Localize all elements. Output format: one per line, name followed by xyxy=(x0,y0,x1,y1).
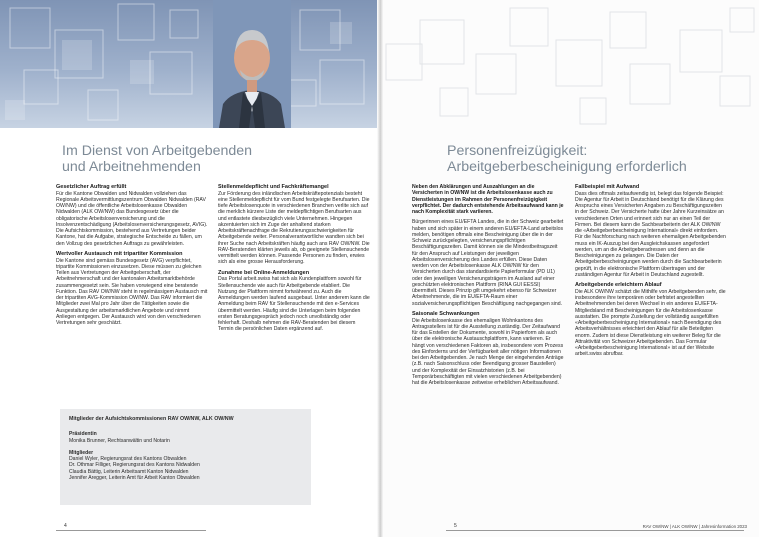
footer-rule xyxy=(56,530,206,531)
section-heading: Saisonale Schwankungen xyxy=(412,311,480,318)
left-column-2 xyxy=(218,184,370,337)
section-text: Das Portal arbeit.swiss hat sich als Kundenplattform sowohl für Stellensuchende wie auch für Arbeitgebende etabliert. Die Nutzung der Plattform nimmt fortwährend zu. Auch die Anmeldungen werden laufend ausgebaut. Unter anderem kann die Anmeldung beim RAV für Stellensuchende mit den e-Services übermittelt werden. Häufig sind die Unterlagen beim folgenden ersten Beratungsgespräch jedoch noch unvollständig oder fehlerhaft. Deshalb nehmen die RAV-Beratenden bei diesem Termin die persönlichen Daten ergänzend auf. xyxy=(218,276,370,333)
section-heading: Gesetzlicher Auftrag erfüllt xyxy=(56,184,127,190)
member-name: Dr. Othmar Filliger, Regierungsrat des Kantons Nidwalden xyxy=(69,462,200,469)
box-group xyxy=(69,450,301,481)
running-footer: RAV OW/NW | ALK OW/NW | Jahresinformation 2023 xyxy=(642,524,747,529)
member-name: Daniel Wyler, Regierungsrat des Kantons Obwalden xyxy=(69,456,187,463)
group-label: Mitglieder xyxy=(69,449,94,456)
page-number: 4 xyxy=(64,523,67,529)
section-heading: Wertvoller Austausch mit tripartiter Kommission xyxy=(56,251,183,258)
lead-paragraph: Neben den Abklärungen und Auszahlungen an die Versicherten in OW/NW ist die Arbeitslosenkasse auch zu Dienstleistungen im Rahmen der Personenfreizügigkeit verpflichtet. Der dadurch entstehende Arbeitsaufwand kann je nach Komplexität stark variieren. xyxy=(412,184,564,215)
page-title xyxy=(62,143,362,175)
footer-rule xyxy=(446,530,744,531)
group-label: Präsidentin xyxy=(69,431,97,438)
title-line-2: Arbeitgeberbescheinigung erforderlich xyxy=(447,159,687,175)
right-column-2 xyxy=(575,184,727,362)
title-line-1: Personenfreizügigkeit: xyxy=(447,143,588,159)
section-text: Die ALK OW/NW schätzt die Mithilfe von Arbeitgebenden sehr, die insbesondere ihre temporären oder befristet angestellten Arbeitnehmenden bei deren Wechsel in ein anderes EU/EFTA-Mitgliedsland mit Bescheinigungen für die Arbeitslosenkasse ausstatten. Die prompte Zustellung der vollständig ausgefüllten «Arbeitgeberbescheinigung International» nach Beendigung des Arbeitsverhältnisses erleichtert den Ablauf für alle Beteiligten enorm. Zudem ist diese Dienstleistung ein weiterer Beleg für die Attraktivität von Schweizer Arbeitgebenden. Das Formular «Arbeitgeberbescheinigung International» ist auf der Website arbeit.swiss abrufbar. xyxy=(575,288,726,358)
section-heading: Zunahme bei Online-Anmeldungen xyxy=(218,269,310,276)
title-line-2: und Arbeitnehmenden xyxy=(62,159,201,175)
section-heading: Stellenmeldepflicht und Fachkräftemangel xyxy=(218,184,329,190)
section-text: Die Arbeitslosenkasse des ehemaligen Wohnkantons des Antragsstellers ist für die Ausstellung zuständig. Der Zeitaufwand für das Erstellen der Dokumente, sowohl in Papierform als auch über die elektronische Austauschplattform, kann variieren. Er hängt von verschiedenen Faktoren ab, insbesondere vom Prozess des Einforderns und der Verfügbarkeit aller nötigen Informationen bei den Arbeitgebenden. Je nach Menge der eingehenden Anträge (z.B. nach Saisonschluss oder Beendigung grosser Baustellen) und der Komplexität der Einsatzhistorien (z.B. bei Temporärbeschäftigten mit vielen verschiedenen Arbeitgebenden) hat die Arbeitslosenkasse zeitweise erheblichen Arbeitsaufwand. xyxy=(412,317,564,387)
spine-shadow xyxy=(377,0,383,537)
left-column-1 xyxy=(56,184,208,331)
section-text: Für die Kantone Obwalden und Nidwalden vollziehen das Regionale Arbeitsvermittlungszentrum Obwalden Nidwalden (RAV OW/NW) und die öffentliche Arbeitslosenkasse Obwalden Nidwalden (ALK OW/NW) das Bundesgesetz über die obligatorische Arbeitslosenversicherung und die Insolvenzentschädigung (Arbeitslosenversicherungsgesetz, AVIG). Die Aufsichtskommission, bestehend aus Vertretungen beider Kantone, hat die Aufgabe, strategische Entscheide zu fällen, um den Vollzug des gesetzlichen Auftrags zu gewährleisten. xyxy=(56,190,208,247)
title-line-1: Im Dienst von Arbeitgebenden xyxy=(62,143,253,159)
header-pattern xyxy=(380,0,759,135)
commission-members-box xyxy=(60,409,311,505)
portrait-photo xyxy=(213,0,291,128)
section-heading: Fallbeispiel mit Aufwand xyxy=(575,184,640,190)
left-page xyxy=(0,0,379,537)
body-paragraph: Bürgerinnen eines EU/EFTA Landes, die in der Schweiz gearbeitet haben und sich später in einem anderen EU/EFTA-Land arbeitslos melden, benötigen oftmals eine Bescheinigung über die in der Schweiz zurückgelegten, versicherungspflichtigen Beschäftigungszeiten. Damit können sie die Mindestbeitragszeit für den Anspruch auf Leistungen der jeweiligen Arbeitslosenversicherung des Landes erfüllen. Diese Daten werden von der Arbeitslosenkasse ALK OW/NW für den Versicherten durch das standardisierte Papierformular (PD U1) oder den jeweiligen Versicherungsträgern im Ausland auf einer geschützten elektronischen Plattform (RINA GUI EESSI) übermittelt. Dieses Prinzip gilt umgekehrt ebenso für Schweizer Arbeitnehmende, die im EU/EFTA-Raum einer sozialversicherungspflichtigen Beschäftigung nachgegangen sind. xyxy=(412,219,564,307)
section-text: Dass dies oftmals zeitaufwendig ist, belegt das folgende Beispiel: Die Agentur für Arbeit in Deutschland benötigt für die Klärung des Anspruchs eines Versicherten Angaben zu Beschäftigungszeiten in der Schweiz. Der Versicherte hatte über Jahre Kurzeinsätze an verschiedenen Orten und erinnert sich nur an einen Teil der Firmen. Bei diesem kann die Sachbearbeiterin der ALK OW/NW die «Arbeitgeberbescheinigung International» direkt einfordern. Für die Nachforschung nach weiteren ehemaligen Arbeitgebenden muss ein IK-Auszug bei den Ausgleichskassen angefordert werden, um an die Arbeitgeberadressen und denn an die Bescheinigungen zu gelangen. Die Daten der Arbeitgeberbescheinigungen werden durch die Sachbearbeiterin geprüft, in die elektronische Plattform übertragen und der zuständigen Agentur für Arbeit in Deutschland zugestellt. xyxy=(575,190,726,278)
page-number: 5 xyxy=(454,523,457,529)
page-title xyxy=(447,143,747,175)
box-group xyxy=(69,431,301,444)
member-name: Jennifer Aregger, Leiterin Amt für Arbeit Kanton Obwalden xyxy=(69,475,200,482)
box-title: Mitglieder der Aufsichtskommissionen RAV OW/NW, ALK OW/NW xyxy=(69,416,234,422)
header-banner xyxy=(0,0,379,128)
member-name: Monika Brunner, Rechtsanwältin und Notarin xyxy=(69,437,170,444)
right-column-1 xyxy=(412,184,564,391)
right-page xyxy=(380,0,759,537)
square-pattern xyxy=(0,0,379,128)
member-name: Claudia Bättig, Leiterin Arbeitsamt Kanton Nidwalden xyxy=(69,468,189,475)
section-text: Zur Förderung des inländischen Arbeitskräftepotenzials besteht eine Stellenmeldepflicht für vom Bund festgelegte Berufsarten. Die tiefe Arbeitslosenquote in verschiedenen Branchen verlite sich auf die merklich kürzere Liste der meldepflichtigen Berufsarten aus und entlastete diesbezüglich viele Unternehmen. Hingegen akzentuierten sich im Zuge der anhaltend starken Arbeitskräftenachfrage die Rekrutierungsschwierigkeiten für Arbeitgebende weiter. Personalverantwortliche wandten sich bei ihrer Suche nach Arbeitskräften häufig auch ans RAV OW/NW. Die RAV-Beratenden klärten jeweils ab, ob geeignete Stellensuchende vermittelt werden können. Passende Personen zu finden, erwies sich als eine grosse Herausforderung. xyxy=(218,190,370,266)
section-heading: Arbeitgebende erleichtern Ablauf xyxy=(575,282,662,289)
section-text: Die Kantone sind gemäss Bundesgesetz (AVG) verpflichtet, tripartite Kommissionen einzusetzen. Diese müssen zu gleichen Teilen aus Vertretungen der Arbeitgeberschaft, der Arbeitnehmerschaft und der kantonalen Arbeitsmarktbehörde zusammengesetzt sein. Sie haben vorwiegend eine beratende Funktion. Das RAV OW/NW steht in regelmässigem Austausch mit der tripartiten AVG-Kommission OW/NW. Das RAV informiert die Mitglieder zwei Mal pro Jahr über die Tätigkeiten sowie die Ausgestaltung der arbeitsmarktlichen Angebote und nimmt Anliegen entgegen. Der Austausch wird von den verschiedenen Vertretungen sehr geschätzt. xyxy=(56,257,208,327)
